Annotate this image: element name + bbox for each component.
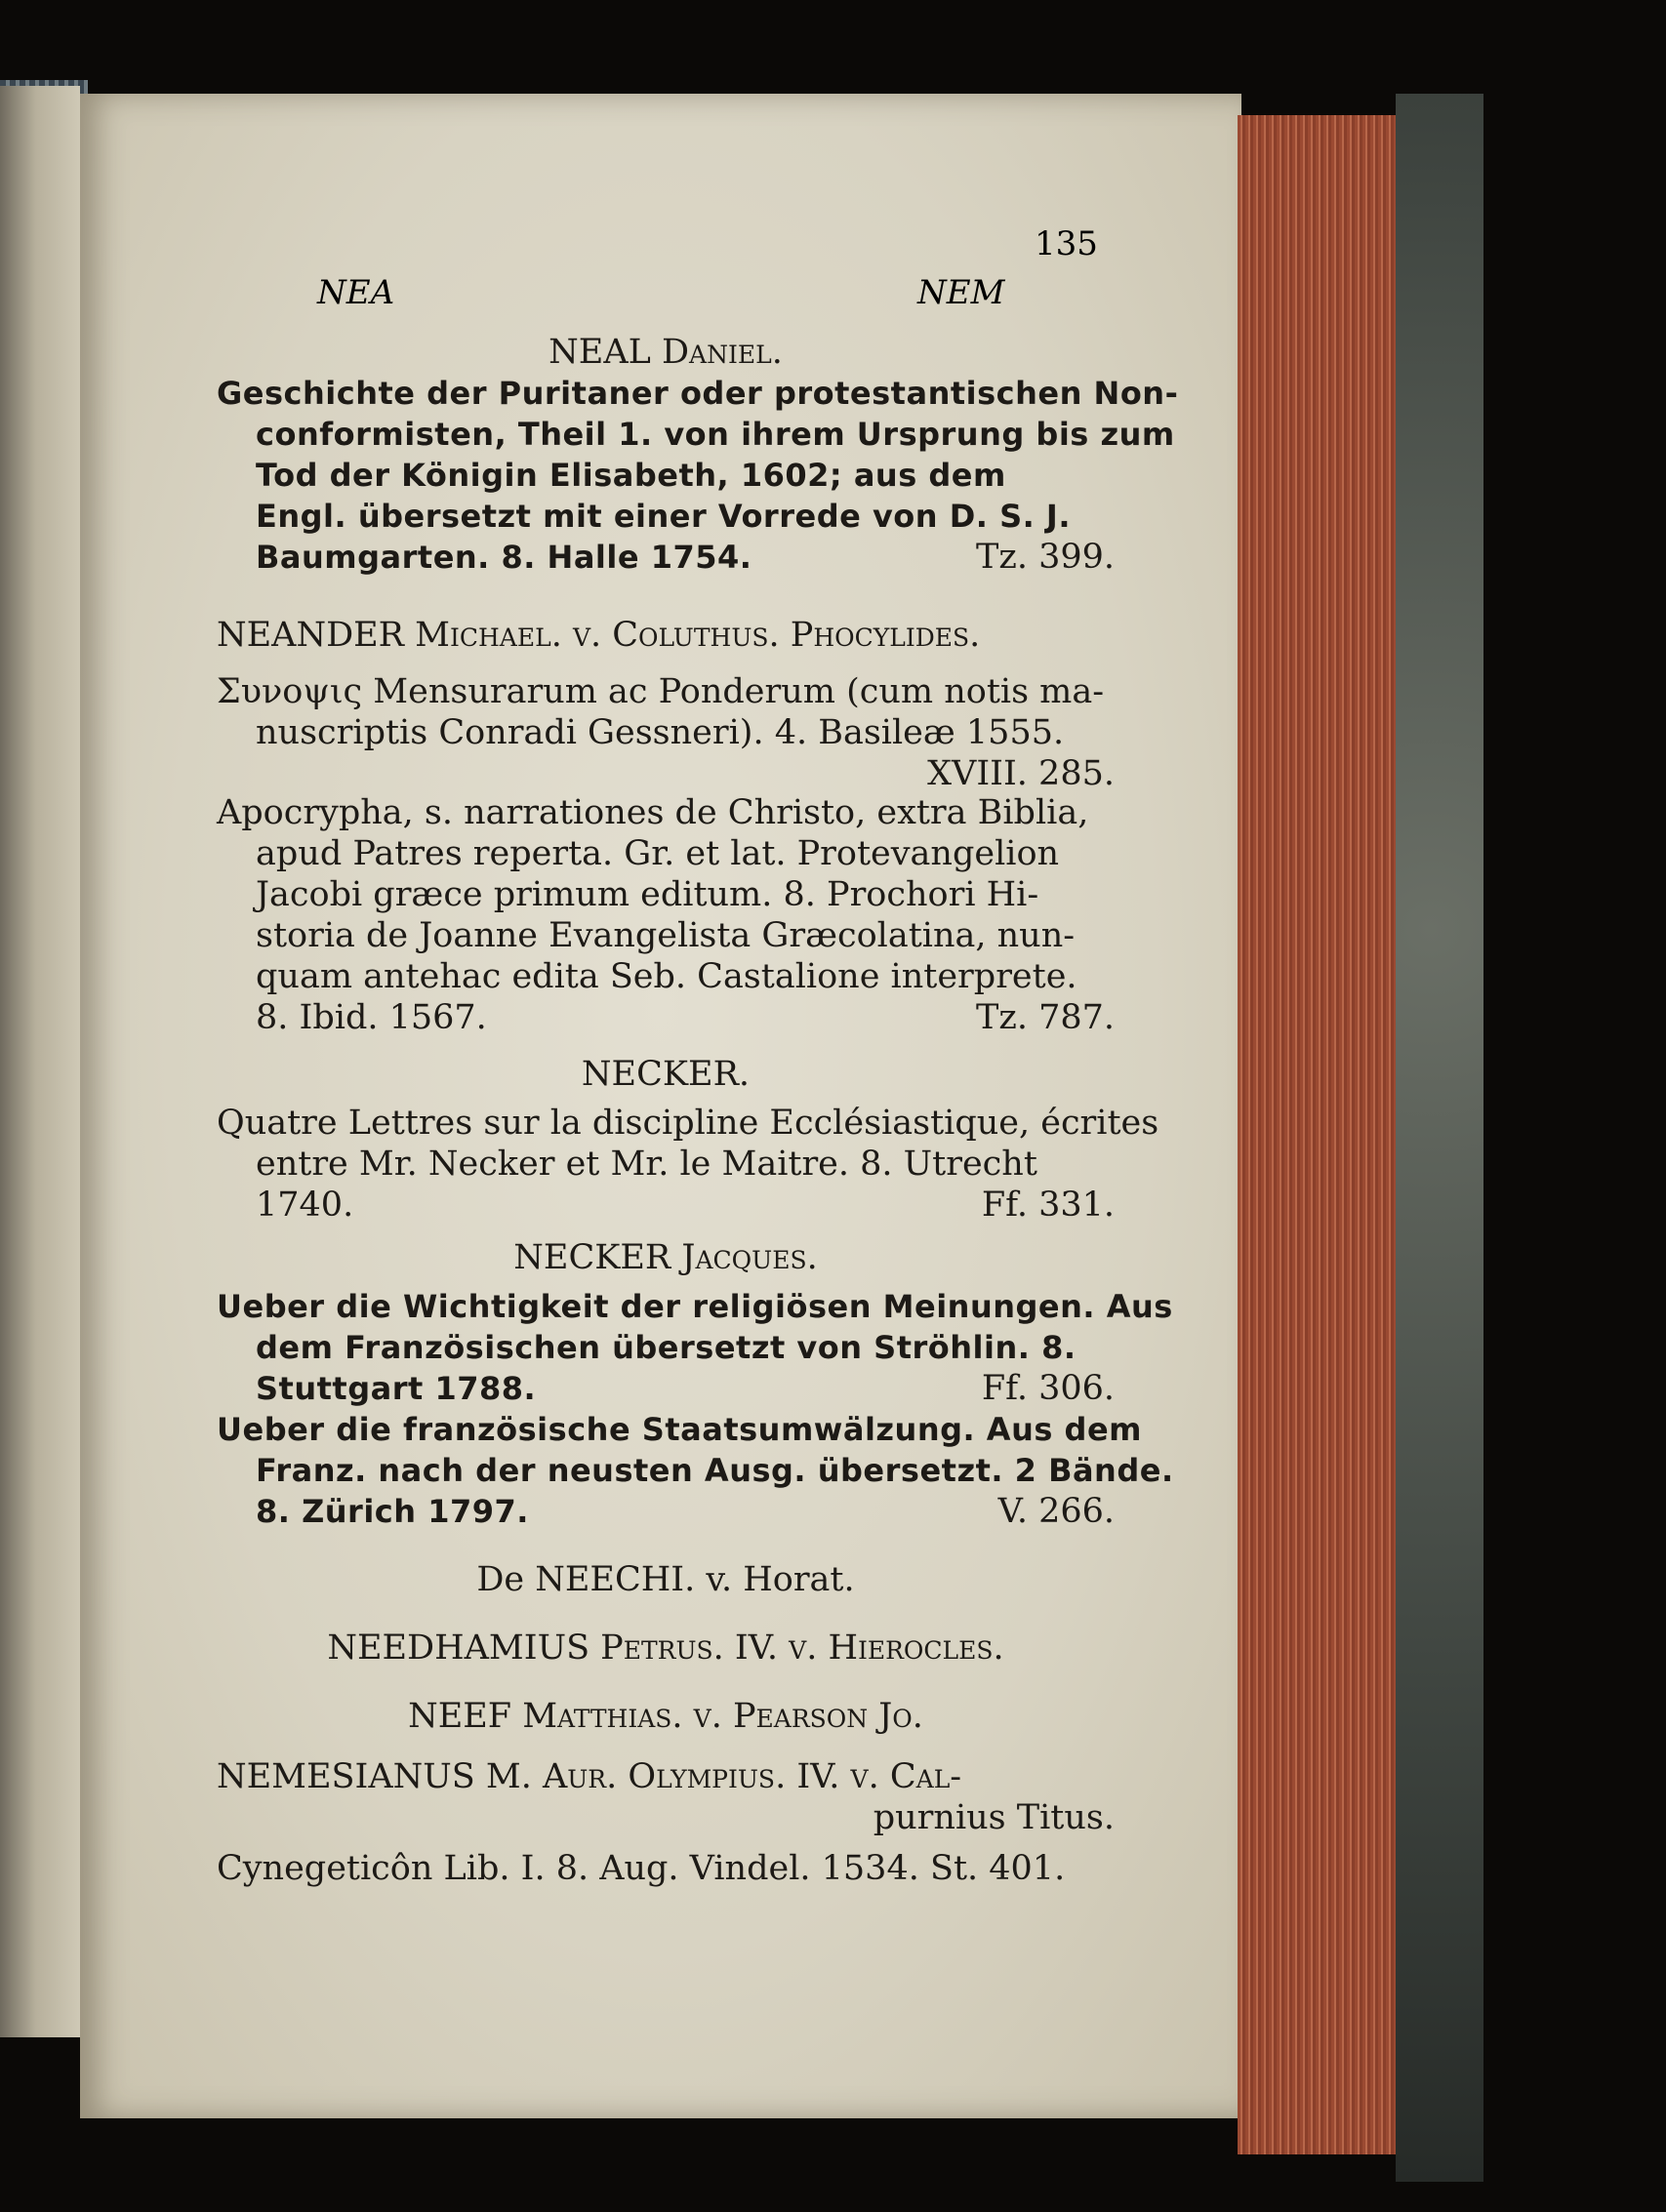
entry-shelfmark: Ff. 306.	[981, 1369, 1115, 1408]
entry-line: Tod der Königin Elisabeth, 1602; aus dem	[256, 457, 1006, 494]
entry-line: Franz. nach der neusten Ausg. übersetzt. 2 Bände.	[256, 1452, 1174, 1489]
entry-shelfmark: Tz. 787.	[976, 998, 1115, 1037]
red-page-edges	[1238, 115, 1402, 2154]
entry-line	[217, 1185, 1115, 1226]
entry-line: storia de Joanne Evangelista Græcolatina, nun-	[256, 916, 1076, 955]
entry-line	[217, 1491, 1115, 1532]
entry-line: Συνοψις Mensurarum ac Ponderum (cum notis ma-	[217, 672, 1105, 711]
entry-shelfmark: V. 266.	[997, 1492, 1115, 1531]
entry-heading: NEEDHAMIUS Petrus. IV. v. Hierocles.	[327, 1629, 1004, 1668]
entry-shelfmark: XVIII. 285.	[927, 754, 1115, 793]
entry-line: Quatre Lettres sur la discipline Ecclésiastique, écrites	[217, 1104, 1159, 1143]
entry-line: purnius Titus.	[873, 1798, 1115, 1837]
entry-neechi	[217, 1559, 1115, 1600]
running-head-right: NEM	[917, 273, 1005, 312]
book-cover	[1396, 94, 1483, 2182]
entry-heading: NEMESIANUS M. Aur. Olympius. IV. v. Cal-	[217, 1757, 962, 1796]
entry-heading: NEANDER Michael. v. Coluthus. Phocylides.	[217, 616, 981, 655]
entry-imprint: 8. Ibid. 1567.	[256, 998, 487, 1037]
entry-neef	[217, 1696, 1115, 1737]
entry-line: Apocrypha, s. narrationes de Christo, extra Biblia,	[217, 793, 1089, 832]
entry-line	[217, 1368, 1115, 1409]
entry-necker	[217, 1054, 1159, 1226]
entry-imprint: Baumgarten. 8. Halle 1754.	[256, 539, 752, 576]
entry-line: dem Französischen übersetzt von Ströhlin. 8.	[256, 1329, 1077, 1366]
entry-necker-jacques	[217, 1237, 1174, 1532]
entry-line: Geschichte der Puritaner oder protestantischen Non-	[217, 375, 1179, 412]
page-number: 135	[1035, 224, 1098, 263]
entry-imprint: Stuttgart 1788.	[256, 1370, 537, 1407]
entry-heading: NECKER.	[581, 1055, 751, 1094]
entry-line: conformisten, Theil 1. von ihrem Ursprung bis zum	[256, 416, 1175, 453]
entry-imprint: 8. Zürich 1797.	[256, 1493, 529, 1530]
entry-line: Jacobi græce primum editum. 8. Prochori Hi-	[256, 875, 1039, 914]
entry-heading: De NEECHI. v. Horat.	[476, 1560, 855, 1599]
entry-line: apud Patres reperta. Gr. et lat. Protevangelion	[256, 834, 1060, 873]
entry-line: Ueber die französische Staatsumwälzung. Aus dem	[217, 1411, 1142, 1448]
entry-line: nuscriptis Conradi Gessneri). 4. Basileæ 1555.	[256, 713, 1065, 752]
entry-line	[217, 997, 1115, 1038]
entry-neal	[217, 332, 1179, 578]
entry-nemesianus	[217, 1756, 1115, 1889]
entry-line: entre Mr. Necker et Mr. le Maitre. 8. Utrecht	[256, 1145, 1037, 1184]
entry-imprint: 1740.	[256, 1186, 354, 1225]
entry-shelfmark: Tz. 399.	[976, 538, 1115, 577]
entry-apocrypha	[217, 792, 1115, 1038]
entry-synopsis	[217, 671, 1115, 794]
entry-needhamius	[217, 1628, 1115, 1669]
entry-line: Cynegeticôn Lib. I. 8. Aug. Vindel. 1534. St. 401.	[217, 1849, 1066, 1888]
entry-line: Engl. übersetzt mit einer Vorrede von D. S. J.	[256, 498, 1071, 535]
entry-heading: NEAL Daniel.	[549, 333, 783, 372]
entry-shelfmark: Ff. 331.	[981, 1186, 1115, 1225]
entry-neander	[217, 615, 1115, 656]
entry-line	[217, 537, 1115, 578]
entry-line: quam antehac edita Seb. Castalione interprete.	[256, 957, 1077, 996]
running-head-left: NEA	[317, 273, 395, 312]
left-page-edge	[0, 86, 80, 2037]
entry-heading: NECKER Jacques.	[513, 1238, 818, 1277]
entry-heading: NEEF Matthias. v. Pearson Jo.	[408, 1697, 923, 1736]
entry-line: Ueber die Wichtigkeit der religiösen Meinungen. Aus	[217, 1288, 1173, 1325]
